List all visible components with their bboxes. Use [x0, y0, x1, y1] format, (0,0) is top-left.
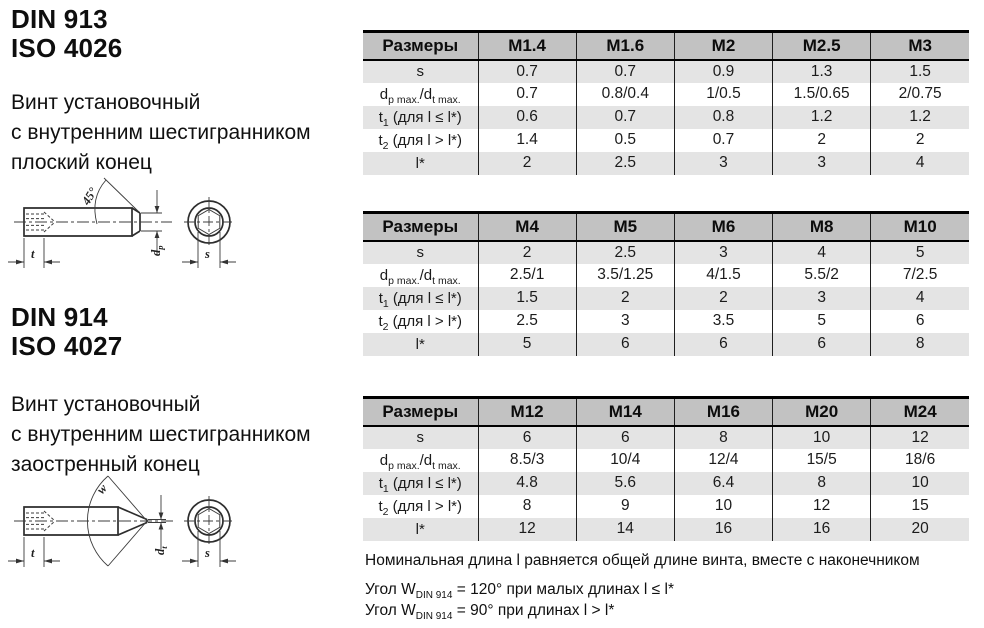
value-cell: 5 — [871, 241, 969, 264]
standard-line-iso4027: ISO 4027 — [11, 331, 123, 361]
end-view-centerlines — [184, 496, 234, 546]
size-header-cell: M5 — [576, 213, 674, 241]
screw-end-view — [182, 496, 236, 567]
subscript-text: DIN 914 — [415, 611, 453, 623]
value-cell: 0.5 — [576, 129, 674, 152]
text-part: = 120° при малых длинах l ≤ l* — [452, 581, 674, 598]
value-cell: 2.5 — [478, 310, 576, 333]
value-cell: 5.5/2 — [773, 264, 871, 287]
size-header-cell: M2.5 — [773, 32, 871, 60]
text-part: l* — [415, 520, 425, 538]
subscript-text: p max. — [388, 93, 420, 106]
value-cell: 2 — [773, 129, 871, 152]
dimensions-table-m1.4-m3 — [363, 30, 969, 175]
din913-flat-point-drawing — [2, 164, 272, 296]
header-row — [363, 32, 969, 60]
value-cell: 2 — [871, 129, 969, 152]
din914-cone-point-drawing — [2, 463, 272, 595]
value-cell: 4 — [871, 287, 969, 310]
value-cell: 15 — [871, 495, 969, 518]
value-cell: 1.2 — [773, 106, 871, 129]
dim-dt-label: $d_t$ — [153, 546, 169, 555]
row-label — [363, 287, 478, 310]
row-label — [363, 518, 478, 541]
dim-dt — [148, 495, 169, 555]
value-cell: 1.4 — [478, 129, 576, 152]
dim-t — [8, 537, 60, 567]
description-line: Винт установочный — [11, 91, 201, 114]
value-cell: 1.3 — [773, 60, 871, 83]
text-part: t — [378, 312, 383, 330]
value-cell: 4/1.5 — [674, 264, 772, 287]
standard-line-iso4026: ISO 4026 — [11, 33, 123, 63]
table-row — [363, 83, 969, 106]
value-cell: 10/4 — [576, 449, 674, 472]
value-cell: 5.6 — [576, 472, 674, 495]
size-header-cell: M10 — [871, 213, 969, 241]
value-cell: 0.6 — [478, 106, 576, 129]
screw-end-view — [182, 197, 236, 268]
size-header-cell: M20 — [773, 398, 871, 426]
table-row — [363, 495, 969, 518]
text-part: = 90° при длинах l > l* — [452, 602, 615, 619]
subscript-text: 2 — [382, 505, 389, 518]
size-header-cell: M2 — [674, 32, 772, 60]
value-cell: 12/4 — [674, 449, 772, 472]
value-cell: 12 — [478, 518, 576, 541]
value-cell: 1/0.5 — [674, 83, 772, 106]
end-view-centerlines — [184, 197, 234, 247]
value-cell: 0.7 — [478, 60, 576, 83]
subscript-text: 1 — [382, 297, 389, 310]
dim-dp — [141, 190, 165, 256]
value-cell: 2 — [576, 287, 674, 310]
value-cell: 3.5 — [674, 310, 772, 333]
value-cell: 6 — [576, 333, 674, 356]
row-label — [363, 241, 478, 264]
text-part: t — [378, 108, 383, 126]
size-header-cell: M4 — [478, 213, 576, 241]
value-cell: 8 — [773, 472, 871, 495]
description-line: плоский конец — [11, 151, 152, 174]
text-part: (для l > l*) — [388, 312, 463, 330]
subscript-text: p max. — [388, 274, 420, 287]
text-part: s — [416, 429, 424, 446]
text-part: Угол W — [365, 602, 416, 619]
subscript-text: 1 — [382, 116, 389, 129]
table-row — [363, 333, 969, 356]
value-cell: 10 — [674, 495, 772, 518]
row-label — [363, 129, 478, 152]
row-label — [363, 333, 478, 356]
size-header-cell: M16 — [674, 398, 772, 426]
table-row — [363, 60, 969, 83]
dim-dp-label: $d_p$ — [149, 245, 165, 256]
table-row — [363, 129, 969, 152]
description-line: с внутренним шестигранником — [11, 121, 311, 144]
value-cell: 6 — [576, 426, 674, 449]
description-line: заостренный конец — [11, 453, 200, 476]
subscript-text: t max. — [432, 274, 461, 287]
value-cell: 0.9 — [674, 60, 772, 83]
size-header-cell: M1.4 — [478, 32, 576, 60]
value-cell: 1.2 — [871, 106, 969, 129]
subscript-text: 1 — [382, 482, 389, 495]
value-cell: 0.7 — [674, 129, 772, 152]
value-cell: 2/0.75 — [871, 83, 969, 106]
value-cell: 20 — [871, 518, 969, 541]
value-cell: 12 — [871, 426, 969, 449]
value-cell: 9 — [576, 495, 674, 518]
value-cell: 8 — [478, 495, 576, 518]
dim-s-label: s — [205, 546, 210, 560]
text-part: d — [379, 451, 389, 469]
subscript-text: DIN 914 — [415, 590, 453, 602]
size-header-cell: M1.6 — [576, 32, 674, 60]
value-cell: 2 — [478, 152, 576, 175]
dim-t — [8, 238, 60, 268]
dimensions-header-cell: Размеры — [363, 398, 478, 426]
value-cell: 0.7 — [478, 83, 576, 106]
dimensions-table-m4-m10 — [363, 211, 969, 356]
dimensions-table-m12-m24 — [363, 396, 969, 541]
value-cell: 0.8 — [674, 106, 772, 129]
text-part: t — [378, 289, 383, 307]
value-cell: 0.7 — [576, 106, 674, 129]
table-row — [363, 152, 969, 175]
row-label — [363, 60, 478, 83]
dim-t-label: t — [31, 546, 35, 560]
text-part: d — [379, 85, 389, 103]
row-label — [363, 152, 478, 175]
text-part: (для l ≤ l*) — [388, 108, 462, 126]
value-cell: 6 — [773, 333, 871, 356]
note-nominal-length — [365, 552, 920, 570]
size-header-cell: M14 — [576, 398, 674, 426]
value-cell: 16 — [773, 518, 871, 541]
table-row — [363, 106, 969, 129]
value-cell: 18/6 — [871, 449, 969, 472]
size-header-cell: M3 — [871, 32, 969, 60]
text-part: (для l ≤ l*) — [388, 289, 462, 307]
subscript-text: t max. — [432, 93, 461, 106]
row-label — [363, 264, 478, 287]
row-label — [363, 495, 478, 518]
text-part: l* — [415, 335, 425, 353]
standard-heading-din913 — [11, 5, 122, 63]
screw-side-view — [14, 178, 172, 236]
row-label — [363, 310, 478, 333]
value-cell: 3 — [674, 152, 772, 175]
value-cell: 2 — [674, 287, 772, 310]
row-label — [363, 426, 478, 449]
value-cell: 6 — [674, 333, 772, 356]
text-part: (для l > l*) — [388, 131, 463, 149]
value-cell: 8 — [871, 333, 969, 356]
value-cell: 4.8 — [478, 472, 576, 495]
size-header-cell: M6 — [674, 213, 772, 241]
description-line: с внутренним шестигранником — [11, 423, 311, 446]
row-label — [363, 472, 478, 495]
value-cell: 4 — [871, 152, 969, 175]
row-label — [363, 83, 478, 106]
value-cell: 3.5/1.25 — [576, 264, 674, 287]
text-part: s — [416, 63, 424, 80]
value-cell: 16 — [674, 518, 772, 541]
row-label — [363, 106, 478, 129]
value-cell: 12 — [773, 495, 871, 518]
standard-heading-din914 — [11, 303, 122, 361]
value-cell: 1.5 — [871, 60, 969, 83]
table-row — [363, 241, 969, 264]
value-cell: 14 — [576, 518, 674, 541]
value-cell: 1.5/0.65 — [773, 83, 871, 106]
header-row — [363, 398, 969, 426]
standard-line-din914: DIN 914 — [11, 302, 108, 332]
value-cell: 3 — [674, 241, 772, 264]
value-cell: 0.7 — [576, 60, 674, 83]
text-part: Номинальная длина l равняется общей длине винта, вместе с наконечником — [365, 552, 920, 569]
table-row — [363, 518, 969, 541]
note-angle-90 — [365, 602, 615, 623]
table-row — [363, 449, 969, 472]
table-row — [363, 426, 969, 449]
standard-line-din913: DIN 913 — [11, 4, 108, 34]
size-header-cell: M24 — [871, 398, 969, 426]
text-part: /d — [419, 266, 433, 284]
value-cell: 0.8/0.4 — [576, 83, 674, 106]
value-cell: 2.5/1 — [478, 264, 576, 287]
size-header-cell: M8 — [773, 213, 871, 241]
text-part: (для l ≤ l*) — [388, 474, 462, 492]
value-cell: 10 — [773, 426, 871, 449]
subscript-text: 2 — [382, 320, 389, 333]
value-cell: 2.5 — [576, 152, 674, 175]
value-cell: 2 — [478, 241, 576, 264]
table-row — [363, 310, 969, 333]
subscript-text: 2 — [382, 139, 389, 152]
value-cell: 7/2.5 — [871, 264, 969, 287]
dimensions-header-cell: Размеры — [363, 32, 478, 60]
chamfer-angle-label: 45° — [79, 185, 101, 208]
subscript-text: t max. — [432, 459, 461, 472]
table-row — [363, 264, 969, 287]
value-cell: 5 — [478, 333, 576, 356]
text-part: t — [378, 131, 383, 149]
value-cell: 3 — [773, 152, 871, 175]
table-row — [363, 287, 969, 310]
cone-angle-label: w — [93, 481, 110, 497]
header-row — [363, 213, 969, 241]
value-cell: 15/5 — [773, 449, 871, 472]
value-cell: 6.4 — [674, 472, 772, 495]
value-cell: 8 — [674, 426, 772, 449]
text-part: /d — [419, 85, 433, 103]
value-cell: 6 — [478, 426, 576, 449]
value-cell: 4 — [773, 241, 871, 264]
text-part: d — [379, 266, 389, 284]
dim-t-label: t — [31, 247, 35, 261]
subscript-text: p max. — [388, 459, 420, 472]
note-angle-120 — [365, 581, 674, 602]
text-part: (для l > l*) — [388, 497, 463, 515]
description-line: Винт установочный — [11, 393, 201, 416]
text-part: s — [416, 244, 424, 261]
screw-side-view — [14, 476, 174, 566]
text-part: t — [378, 497, 383, 515]
value-cell: 3 — [576, 310, 674, 333]
table-row — [363, 472, 969, 495]
text-part: l* — [415, 154, 425, 172]
dim-s-label: s — [205, 247, 210, 261]
row-label — [363, 449, 478, 472]
value-cell: 3 — [773, 287, 871, 310]
text-part: Угол W — [365, 581, 416, 598]
value-cell: 2.5 — [576, 241, 674, 264]
dimensions-header-cell: Размеры — [363, 213, 478, 241]
value-cell: 5 — [773, 310, 871, 333]
text-part: /d — [419, 451, 433, 469]
value-cell: 8.5/3 — [478, 449, 576, 472]
size-header-cell: M12 — [478, 398, 576, 426]
value-cell: 10 — [871, 472, 969, 495]
value-cell: 6 — [871, 310, 969, 333]
value-cell: 1.5 — [478, 287, 576, 310]
text-part: t — [378, 474, 383, 492]
